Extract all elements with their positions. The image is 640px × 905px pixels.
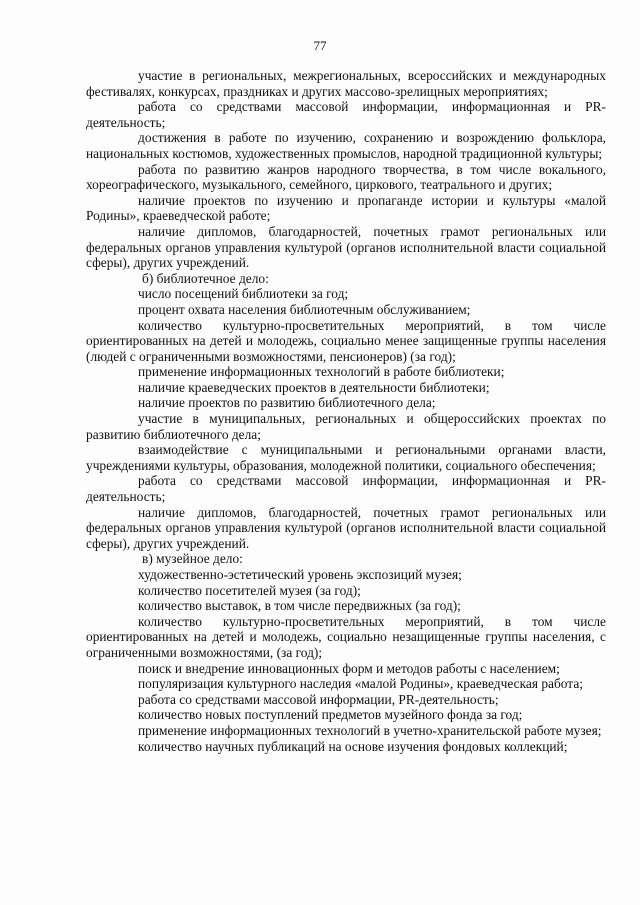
paragraph: количество новых поступлений предметов музейного фонда за год; xyxy=(138,707,523,723)
paragraph: работа со средствами массовой информации, информационная и PR-деятельность; xyxy=(86,473,606,505)
paragraph: популяризация культурного наследия «малой Родины», краеведческая работа; xyxy=(138,676,583,692)
paragraph: поиск и внедрение инновационных форм и методов работы с населением; xyxy=(138,660,560,676)
paragraph: количество культурно-просветительных мероприятий, в том числе ориентированных на детей и молодежь, социально менее защищенные группы населения (людей с ограниченными возможностями, пенсионеров) (за год); xyxy=(86,317,606,364)
paragraph: наличие дипломов, благодарностей, почетных грамот региональных или федеральных органов управления культурой (органов исполнительной власти социальной сферы), других учреждений. xyxy=(86,223,606,271)
paragraph: наличие дипломов, благодарностей, почетных грамот региональных или федеральных органов управления культурой (органов исполнительной власти социальной сферы), других учреждений. xyxy=(86,504,606,551)
paragraph: наличие краеведческих проектов в деятельности библиотеки; xyxy=(138,379,490,395)
paragraph: наличие проектов по развитию библиотечного дела; xyxy=(138,395,436,411)
document-body xyxy=(86,68,606,754)
paragraph: количество научных публикаций на основе изучения фондовых коллекций; xyxy=(138,738,568,754)
paragraph: количество посетителей музея (за год); xyxy=(138,582,361,598)
paragraph: наличие проектов по изучению и пропаганде истории и культуры «малой Родины», краеведческой работе; xyxy=(86,192,606,224)
paragraph: число посещений библиотеки за год; xyxy=(138,286,349,302)
paragraph: участие в региональных, межрегиональных, всероссийских и международных фестивалях, конкурсах, праздниках и других массово-зрелищных мероприятиях; xyxy=(86,68,606,99)
paragraph: количество культурно-просветительных мероприятий, в том числе ориентированных на детей и молодежь, социально незащищенные группы населения, с ограниченными возможностями, (за год); xyxy=(86,613,606,660)
paragraph: применение информационных технологий в учетно-хранительской работе музея; xyxy=(138,722,602,738)
section-heading: в) музейное дело: xyxy=(142,551,243,567)
paragraph: работа по развитию жанров народного творчества, в том числе вокального, хореографического, музыкального, семейного, циркового, театрального и других; xyxy=(86,161,606,193)
paragraph: количество выставок, в том числе передвижных (за год); xyxy=(138,598,461,614)
paragraph: работа со средствами массовой информации, PR-деятельность; xyxy=(138,691,499,707)
section-heading: б) библиотечное дело: xyxy=(142,270,269,286)
paragraph: достижения в работе по изучению, сохранению и возрождению фольклора, национальных костюмов, художественных промыслов, народной традиционной культуры; xyxy=(86,130,606,161)
paragraph: взаимодействие с муниципальными и региональными органами власти, учреждениями культуры, образования, молодежной политики, социального обеспечения; xyxy=(86,442,606,473)
paragraph: процент охвата населения библиотечным обслуживанием; xyxy=(138,301,471,317)
paragraph: художественно-эстетический уровень экспозиций музея; xyxy=(138,567,462,582)
paragraph: работа со средствами массовой информации, информационная и PR-деятельность; xyxy=(86,99,606,130)
paragraph: участие в муниципальных, региональных и общероссийских проектах по развитию библиотечного дела; xyxy=(86,411,606,442)
page-number: 77 xyxy=(313,38,327,53)
paragraph: применение информационных технологий в работе библиотеки; xyxy=(138,364,505,380)
